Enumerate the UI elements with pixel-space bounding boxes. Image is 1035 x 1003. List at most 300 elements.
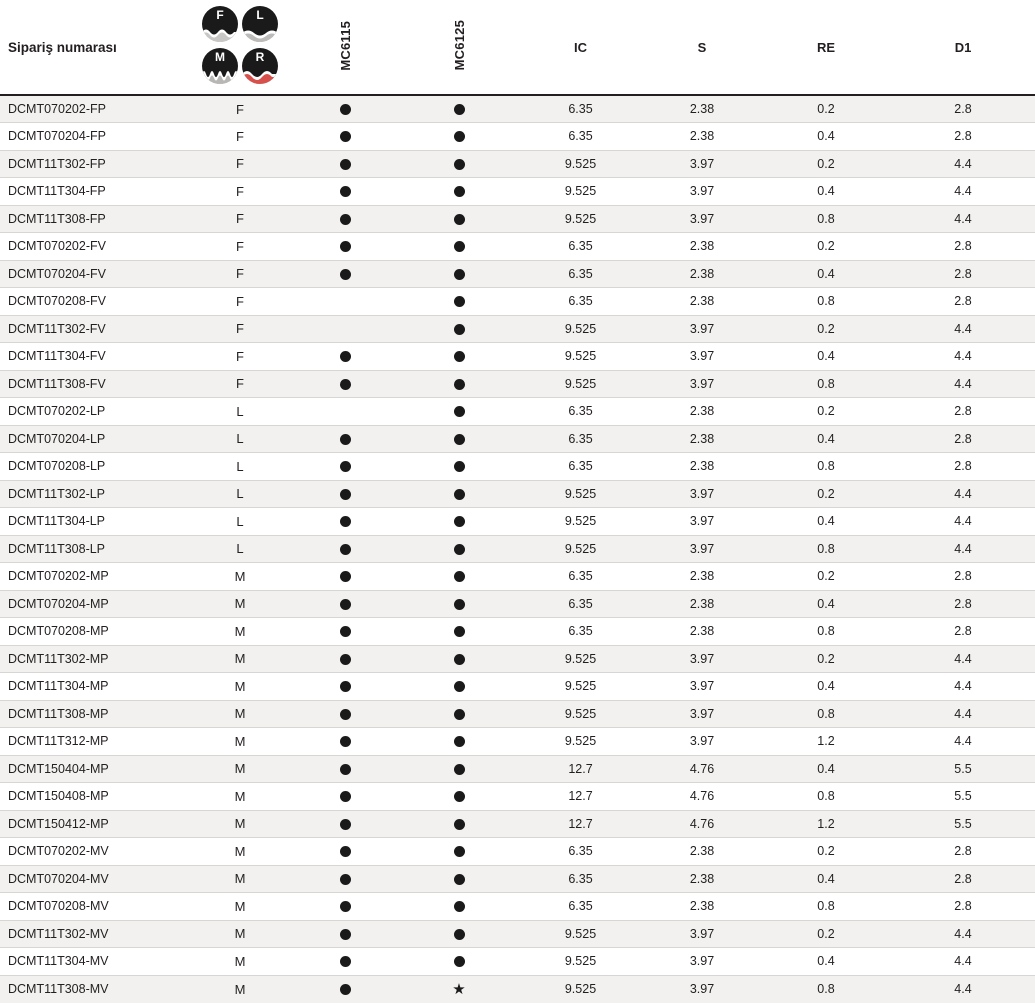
cell-chipbreaker: M <box>190 590 290 618</box>
cell-re: 0.8 <box>761 618 891 646</box>
cell-chipbreaker: L <box>190 453 290 481</box>
available-dot-icon <box>454 736 465 747</box>
cell-s: 2.38 <box>643 865 761 893</box>
available-dot-icon <box>340 874 351 885</box>
chipbreaker-icon-cluster <box>198 6 282 88</box>
cell-ic: 9.525 <box>518 700 643 728</box>
available-dot-icon <box>454 406 465 417</box>
cell-grade-mc6125 <box>400 370 518 398</box>
cell-s: 3.97 <box>643 508 761 536</box>
cell-re: 0.4 <box>761 123 891 151</box>
available-dot-icon <box>340 241 351 252</box>
cell-ic: 9.525 <box>518 315 643 343</box>
cell-re: 0.8 <box>761 783 891 811</box>
cell-grade-mc6125 <box>400 865 518 893</box>
cell-s: 3.97 <box>689 982 715 996</box>
cell-grade-mc6115 <box>290 618 400 646</box>
cell-d1: 2.8 <box>891 288 1035 316</box>
table-row <box>0 920 1035 948</box>
available-dot-icon <box>340 626 351 637</box>
table-row <box>0 233 1035 261</box>
cell-chipbreaker: M <box>190 755 290 783</box>
available-dot-icon <box>340 956 351 967</box>
cell-s: 2.38 <box>643 618 761 646</box>
header-grade-mc6125 <box>400 0 518 95</box>
cell-d1: 4.4 <box>954 982 972 996</box>
cell-d1: 4.4 <box>891 205 1035 233</box>
cell-grade-mc6125 <box>400 150 518 178</box>
cell-ic: 6.35 <box>518 260 643 288</box>
cell-chipbreaker: M <box>190 838 290 866</box>
cell-grade-mc6115 <box>290 535 400 563</box>
cell-d1: 4.4 <box>891 315 1035 343</box>
cell-grade-mc6115 <box>290 645 400 673</box>
cell-re: 0.4 <box>761 948 891 976</box>
table-row <box>0 288 1035 316</box>
cell-re: 0.4 <box>761 865 891 893</box>
cell-grade-mc6115 <box>290 123 400 151</box>
cell-order-number: DCMT070204-FV <box>0 260 190 288</box>
cell-order-number: DCMT11T304-LP <box>0 508 190 536</box>
header-grade-mc6115-label: MC6115 <box>337 20 353 71</box>
cell-grade-mc6125 <box>400 618 518 646</box>
chipbreaker-l-wave <box>242 26 278 42</box>
available-dot-icon <box>454 654 465 665</box>
table-row <box>0 673 1035 701</box>
chipbreaker-f-icon <box>202 6 238 42</box>
available-dot-icon <box>340 929 351 940</box>
cell-d1: 4.4 <box>891 920 1035 948</box>
cell-chipbreaker: M <box>190 563 290 591</box>
cell-order-number: DCMT070204-MP <box>0 590 190 618</box>
cell-grade-mc6115 <box>290 288 400 316</box>
cell-grade-mc6115 <box>290 590 400 618</box>
available-dot-icon <box>454 489 465 500</box>
header-order-number: Sipariş numarası <box>0 0 190 95</box>
cell-d1: 2.8 <box>891 618 1035 646</box>
cell-grade-mc6125 <box>400 315 518 343</box>
cell-ic: 6.35 <box>518 425 643 453</box>
cell-s: 2.38 <box>643 398 761 426</box>
cell-d1: 5.5 <box>891 783 1035 811</box>
cell-ic: 9.525 <box>518 948 643 976</box>
available-dot-icon <box>454 131 465 142</box>
available-dot-icon <box>340 681 351 692</box>
cell-grade-mc6125 <box>400 453 518 481</box>
cell-grade-mc6125 <box>400 178 518 206</box>
cell-ic: 6.35 <box>518 893 643 921</box>
cell-re: 0.2 <box>761 645 891 673</box>
chipbreaker-f-wave <box>202 26 238 42</box>
cell-order-number: DCMT11T308-FP <box>0 205 190 233</box>
cell-chipbreaker: L <box>190 535 290 563</box>
cell-ic: 6.35 <box>518 453 643 481</box>
cell-chipbreaker: F <box>190 123 290 151</box>
cell-s: 4.76 <box>643 783 761 811</box>
cell-d1: 2.8 <box>891 453 1035 481</box>
cell-grade-mc6115 <box>290 343 400 371</box>
cell-d1: 2.8 <box>891 233 1035 261</box>
available-dot-icon <box>454 709 465 720</box>
cell-ic: 9.525 <box>518 150 643 178</box>
table-row <box>0 728 1035 756</box>
available-dot-icon <box>340 736 351 747</box>
available-dot-icon <box>340 461 351 472</box>
cell-order-number: DCMT11T308-MP <box>0 700 190 728</box>
cell-s: 2.38 <box>643 590 761 618</box>
cell-s: 3.97 <box>643 700 761 728</box>
cell-grade-mc6115 <box>290 480 400 508</box>
cell-chipbreaker: M <box>190 783 290 811</box>
cell-grade-mc6115 <box>290 810 400 838</box>
cell-chipbreaker: M <box>190 645 290 673</box>
available-dot-icon <box>340 846 351 857</box>
cell-grade-mc6125 <box>400 920 518 948</box>
cell-grade-mc6115 <box>290 150 400 178</box>
cell-d1: 4.4 <box>891 645 1035 673</box>
cell-re: 0.2 <box>761 480 891 508</box>
available-dot-icon <box>340 159 351 170</box>
available-dot-icon <box>454 461 465 472</box>
cell-chipbreaker: M <box>234 981 246 997</box>
cell-d1: 2.8 <box>891 563 1035 591</box>
available-dot-icon <box>454 186 465 197</box>
available-dot-icon <box>454 379 465 390</box>
cell-chipbreaker: M <box>190 810 290 838</box>
cell-grade-mc6125 <box>400 948 518 976</box>
cell-grade-mc6115 <box>290 425 400 453</box>
available-dot-icon <box>340 131 351 142</box>
cell-grade-mc6125 <box>400 838 518 866</box>
cell-s: 2.38 <box>643 893 761 921</box>
cell-d1: 2.8 <box>891 95 1035 123</box>
cell-d1: 4.4 <box>891 178 1035 206</box>
table-row <box>0 150 1035 178</box>
available-dot-icon <box>454 846 465 857</box>
cell-order-number: DCMT070204-FP <box>0 123 190 151</box>
cell-ic: 9.525 <box>564 982 597 996</box>
chipbreaker-l-label: L <box>256 8 264 22</box>
cell-s: 4.76 <box>643 810 761 838</box>
cell-s: 2.38 <box>643 123 761 151</box>
available-dot-icon <box>454 104 465 115</box>
chipbreaker-r-wave <box>242 68 278 84</box>
cell-ic: 6.35 <box>518 618 643 646</box>
cell-chipbreaker: F <box>190 288 290 316</box>
table-row <box>0 123 1035 151</box>
cell-d1: 4.4 <box>891 343 1035 371</box>
cell-chipbreaker: L <box>190 398 290 426</box>
cell-order-number: DCMT070202-FV <box>0 233 190 261</box>
cell-chipbreaker: F <box>190 205 290 233</box>
cell-grade-mc6115 <box>290 233 400 261</box>
cell-s: 2.38 <box>643 563 761 591</box>
cell-grade-mc6125 <box>400 728 518 756</box>
cell-ic: 6.35 <box>518 590 643 618</box>
cell-re: 0.8 <box>761 453 891 481</box>
cell-s: 3.97 <box>643 673 761 701</box>
cell-d1: 4.4 <box>891 508 1035 536</box>
cell-re: 0.2 <box>761 315 891 343</box>
chipbreaker-r-label: R <box>255 50 265 64</box>
cell-grade-mc6125 <box>400 343 518 371</box>
available-dot-icon <box>340 764 351 775</box>
cell-ic: 9.525 <box>518 920 643 948</box>
cell-grade-mc6125 <box>400 508 518 536</box>
cell-grade-mc6115 <box>290 783 400 811</box>
cell-d1: 4.4 <box>891 480 1035 508</box>
cell-chipbreaker: F <box>190 370 290 398</box>
table-body <box>0 95 1035 1003</box>
available-dot-icon <box>340 214 351 225</box>
table-row <box>0 343 1035 371</box>
cell-order-number: DCMT11T302-MV <box>0 920 190 948</box>
cell-order-number: DCMT070208-LP <box>0 453 190 481</box>
cell-s: 3.97 <box>643 370 761 398</box>
table-row <box>0 370 1035 398</box>
cell-d1: 2.8 <box>891 838 1035 866</box>
available-dot-icon <box>454 956 465 967</box>
cell-order-number: DCMT11T308-MV <box>8 982 109 996</box>
cell-ic: 9.525 <box>518 728 643 756</box>
available-dot-icon <box>340 269 351 280</box>
available-dot-icon <box>340 186 351 197</box>
header-chipbreaker <box>190 0 290 95</box>
cell-grade-mc6125 <box>400 535 518 563</box>
available-dot-icon <box>454 269 465 280</box>
cell-grade-mc6115 <box>290 398 400 426</box>
available-dot-icon <box>454 296 465 307</box>
cell-grade-mc6115 <box>290 315 400 343</box>
cell-ic: 9.525 <box>518 370 643 398</box>
cell-re: 0.4 <box>761 260 891 288</box>
cell-grade-mc6115 <box>290 893 400 921</box>
cell-order-number: DCMT11T304-MP <box>0 673 190 701</box>
cell-ic: 6.35 <box>518 838 643 866</box>
cell-chipbreaker: M <box>190 728 290 756</box>
cell-chipbreaker: F <box>190 178 290 206</box>
empty-marker <box>340 404 351 415</box>
cell-order-number: DCMT070208-MV <box>0 893 190 921</box>
cell-re: 0.4 <box>761 343 891 371</box>
cell-d1: 4.4 <box>891 948 1035 976</box>
cell-ic: 9.525 <box>518 508 643 536</box>
cell-grade-mc6125 <box>400 975 518 1003</box>
cell-order-number: DCMT11T308-FV <box>0 370 190 398</box>
cell-ic: 9.525 <box>518 645 643 673</box>
cell-s: 2.38 <box>643 95 761 123</box>
cell-re: 0.8 <box>761 370 891 398</box>
available-dot-icon <box>340 104 351 115</box>
available-dot-icon <box>340 571 351 582</box>
chipbreaker-m-icon <box>202 48 238 84</box>
cell-ic: 12.7 <box>518 810 643 838</box>
cell-s: 3.97 <box>643 948 761 976</box>
available-dot-icon <box>340 516 351 527</box>
cell-grade-mc6125 <box>400 123 518 151</box>
cell-ic: 12.7 <box>518 783 643 811</box>
cell-grade-mc6115 <box>290 975 400 1003</box>
cell-order-number: DCMT11T304-FV <box>0 343 190 371</box>
available-dot-icon <box>340 791 351 802</box>
table-row <box>0 865 1035 893</box>
available-dot-icon <box>340 489 351 500</box>
cell-re: 0.4 <box>761 508 891 536</box>
table-row <box>0 590 1035 618</box>
cell-d1: 2.8 <box>891 123 1035 151</box>
available-dot-icon <box>454 874 465 885</box>
available-dot-icon <box>454 241 465 252</box>
available-dot-icon <box>454 681 465 692</box>
cell-s: 3.97 <box>643 728 761 756</box>
table-row <box>0 453 1035 481</box>
available-dot-icon <box>454 159 465 170</box>
cell-d1: 4.4 <box>891 370 1035 398</box>
cell-grade-mc6125 <box>400 645 518 673</box>
cell-grade-mc6125 <box>400 590 518 618</box>
cell-grade-mc6115 <box>290 563 400 591</box>
cell-s: 3.97 <box>643 178 761 206</box>
cell-d1: 2.8 <box>891 425 1035 453</box>
cell-chipbreaker: F <box>190 260 290 288</box>
table-row <box>0 975 1035 1003</box>
cell-chipbreaker: L <box>190 425 290 453</box>
cell-chipbreaker: F <box>190 343 290 371</box>
cell-re: 0.8 <box>761 288 891 316</box>
cell-re: 0.2 <box>761 920 891 948</box>
header-row <box>0 0 1035 95</box>
table-row <box>0 755 1035 783</box>
cell-s: 3.97 <box>643 343 761 371</box>
cell-re: 0.4 <box>761 590 891 618</box>
cell-order-number: DCMT070208-FV <box>0 288 190 316</box>
available-dot-icon <box>454 929 465 940</box>
chipbreaker-m-label: M <box>215 50 225 64</box>
table-row <box>0 425 1035 453</box>
empty-marker <box>340 322 351 333</box>
cell-re: 0.2 <box>761 563 891 591</box>
cell-ic: 9.525 <box>518 480 643 508</box>
cell-d1: 4.4 <box>891 700 1035 728</box>
cell-re: 0.8 <box>817 982 835 996</box>
table-row <box>0 700 1035 728</box>
cell-chipbreaker: F <box>190 150 290 178</box>
table-row <box>0 480 1035 508</box>
cell-order-number: DCMT070202-MP <box>0 563 190 591</box>
cell-d1: 4.4 <box>891 728 1035 756</box>
cell-re: 1.2 <box>761 810 891 838</box>
cell-grade-mc6115 <box>290 205 400 233</box>
cell-grade-mc6125 <box>400 95 518 123</box>
cell-re: 0.4 <box>761 755 891 783</box>
available-dot-icon <box>454 324 465 335</box>
cell-chipbreaker: L <box>190 508 290 536</box>
cell-d1: 4.4 <box>891 673 1035 701</box>
cell-re: 0.4 <box>761 425 891 453</box>
cell-chipbreaker: M <box>190 893 290 921</box>
cell-grade-mc6125 <box>400 480 518 508</box>
cell-order-number: DCMT150408-MP <box>0 783 190 811</box>
cell-chipbreaker: F <box>190 95 290 123</box>
cell-ic: 9.525 <box>518 205 643 233</box>
cell-order-number: DCMT070202-LP <box>0 398 190 426</box>
cell-grade-mc6115 <box>290 95 400 123</box>
available-dot-icon <box>454 571 465 582</box>
cell-order-number: DCMT11T304-FP <box>0 178 190 206</box>
cell-re: 0.2 <box>761 398 891 426</box>
cell-s: 4.76 <box>643 755 761 783</box>
cell-re: 0.4 <box>761 178 891 206</box>
available-dot-icon <box>454 544 465 555</box>
cell-grade-mc6115 <box>290 453 400 481</box>
available-dot-icon <box>340 709 351 720</box>
cell-s: 2.38 <box>643 453 761 481</box>
cell-chipbreaker: M <box>190 673 290 701</box>
cell-grade-mc6115 <box>290 755 400 783</box>
available-dot-icon <box>454 599 465 610</box>
cell-re: 0.8 <box>761 700 891 728</box>
cell-chipbreaker: L <box>190 480 290 508</box>
header-d1: D1 <box>891 0 1035 95</box>
cell-grade-mc6125 <box>400 700 518 728</box>
cell-s: 3.97 <box>643 480 761 508</box>
available-dot-icon <box>454 351 465 362</box>
cell-grade-mc6125 <box>400 205 518 233</box>
table-row <box>0 535 1035 563</box>
cell-grade-mc6115 <box>290 728 400 756</box>
cell-grade-mc6115 <box>290 508 400 536</box>
header-re: RE <box>761 0 891 95</box>
cell-s: 3.97 <box>643 535 761 563</box>
cell-ic: 9.525 <box>518 343 643 371</box>
header-ic: IC <box>518 0 643 95</box>
table-row <box>0 260 1035 288</box>
cell-order-number: DCMT070204-LP <box>0 425 190 453</box>
cell-grade-mc6115 <box>290 673 400 701</box>
table-row <box>0 563 1035 591</box>
available-dot-icon <box>340 351 351 362</box>
cell-chipbreaker: M <box>190 948 290 976</box>
available-dot-icon <box>454 901 465 912</box>
table-row <box>0 810 1035 838</box>
cell-grade-mc6115 <box>290 948 400 976</box>
cell-s: 3.97 <box>643 920 761 948</box>
available-dot-icon <box>454 434 465 445</box>
cell-chipbreaker: M <box>190 618 290 646</box>
available-dot-icon <box>340 819 351 830</box>
cell-grade-mc6115 <box>290 260 400 288</box>
cell-ic: 6.35 <box>518 563 643 591</box>
cell-grade-mc6125 <box>400 783 518 811</box>
cell-ic: 6.35 <box>518 865 643 893</box>
cell-grade-mc6125 <box>400 673 518 701</box>
cell-grade-mc6125 <box>400 260 518 288</box>
cell-grade-mc6125 <box>400 233 518 261</box>
cell-d1: 2.8 <box>891 590 1035 618</box>
available-dot-icon <box>340 379 351 390</box>
cell-grade-mc6125 <box>400 425 518 453</box>
chipbreaker-m-wave <box>202 68 238 84</box>
cell-order-number: DCMT11T312-MP <box>0 728 190 756</box>
header-s: S <box>643 0 761 95</box>
table-row <box>0 508 1035 536</box>
cell-s: 3.97 <box>643 205 761 233</box>
cell-re: 0.8 <box>761 893 891 921</box>
cell-grade-mc6125 <box>400 893 518 921</box>
cell-s: 2.38 <box>643 233 761 261</box>
cell-chipbreaker: M <box>190 920 290 948</box>
available-dot-icon <box>340 901 351 912</box>
